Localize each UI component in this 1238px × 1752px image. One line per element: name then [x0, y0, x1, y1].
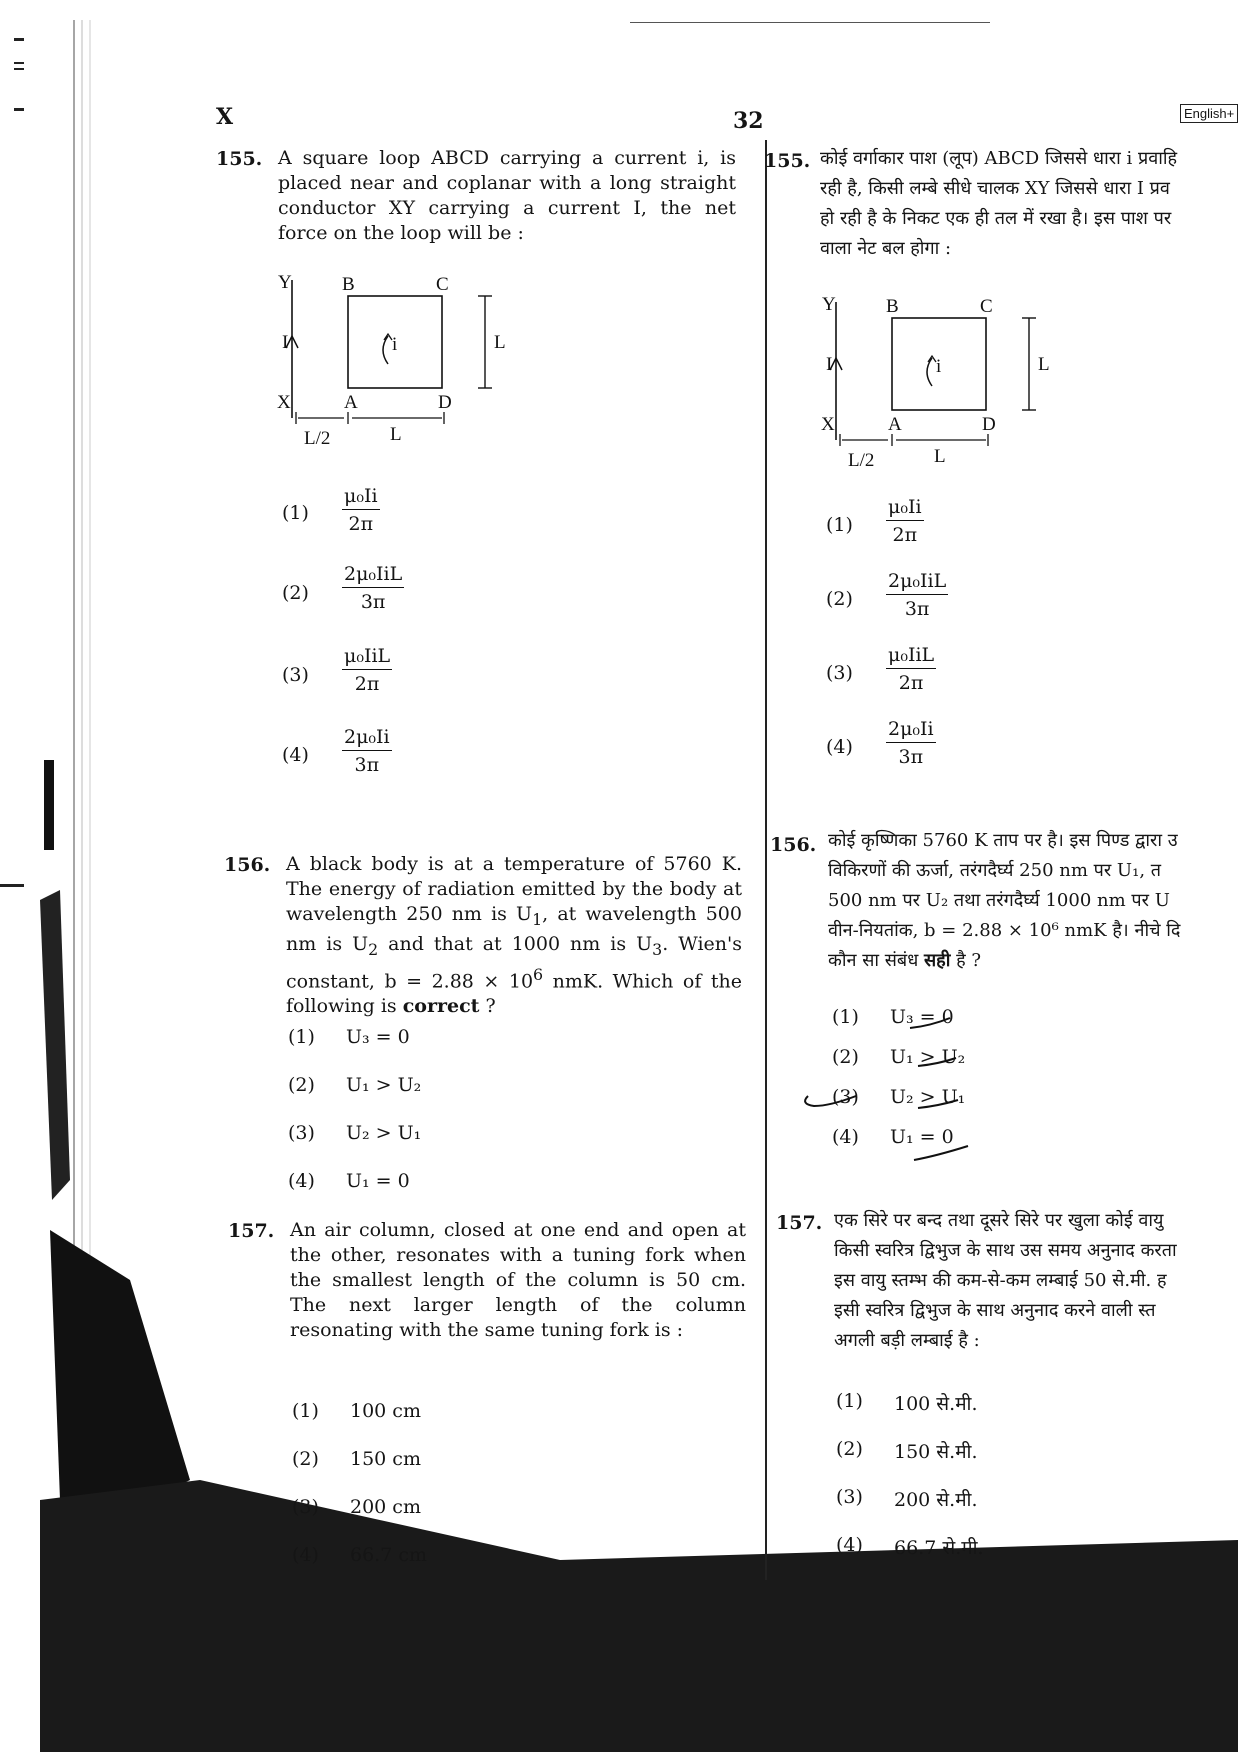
label-half-length: L/2: [848, 450, 875, 471]
question-number: 155.: [216, 148, 263, 170]
square-loop-diagram: [270, 268, 506, 458]
option-fraction: 2μ₀IiL 3π: [888, 570, 947, 620]
question-text: कोई वर्गाकार पाश (लूप) ABCD जिससे धारा i प्रवाहि रही है, किसी लम्बे सीधे चालक XY जिससे धारा I प्रव हो रही है के निकट एक ही तल में रखा है। इस पाश पर वाला नेट बल होगा :: [820, 148, 1178, 259]
option-text: U₁ > U₂: [890, 1046, 966, 1068]
option-label: (4): [832, 1126, 859, 1148]
option-label: (4): [826, 736, 853, 758]
option-text: U₁ = 0: [346, 1170, 410, 1192]
label-half-length: L/2: [304, 428, 331, 449]
column-divider: [765, 140, 767, 1580]
option-fraction: 2μ₀IiL 3π: [344, 563, 403, 613]
label-bottom-length: L: [934, 446, 946, 467]
label-b: B: [886, 296, 899, 317]
label-c: C: [980, 296, 993, 317]
option-text: 66.7 cm: [350, 1544, 428, 1566]
option-text: 200 से.मी.: [894, 1489, 978, 1511]
language-tag: English+: [1180, 104, 1238, 123]
option-text: 150 से.मी.: [894, 1441, 978, 1463]
option-fraction: $\frac{\text{μ₀Ii}}{2\pi}$: [344, 485, 378, 535]
option-text: U₃ = 0: [346, 1026, 410, 1048]
label-d: D: [982, 414, 996, 435]
option-label: (1): [826, 514, 853, 536]
option-text: U₁ > U₂: [346, 1074, 422, 1096]
option-label: (2): [288, 1074, 315, 1096]
option-label: (3): [826, 662, 853, 684]
label-a: A: [344, 392, 358, 413]
option-label: (4): [282, 744, 309, 766]
label-b: B: [342, 274, 355, 295]
option-label: (4): [292, 1544, 319, 1566]
option-text: U₂ > U₁: [346, 1122, 422, 1144]
option-text: 66.7 से.मी.: [894, 1537, 984, 1559]
pen-marks: [800, 1000, 1000, 1170]
page-number: 32: [733, 108, 764, 134]
question-number: 156.: [224, 854, 271, 876]
label-x: X: [821, 414, 835, 435]
question-text: एक सिरे पर बन्द तथा दूसरे सिरे पर खुला कोई वायु किसी स्वरित्र द्विभुज के साथ उस समय अनुनाद करता इस वायु स्तम्भ की कम-से-कम लम्बाई 50 से.मी. ह इसी स्वरित्र द्विभुज के साथ अनुनाद करने वाली स्त अगली बड़ी लम्बाई है :: [834, 1210, 1177, 1351]
label-bottom-length: L: [390, 424, 402, 445]
option-fraction: $\frac{\text{μ₀Ii}}{2\pi}$: [888, 496, 922, 546]
question-number: 157.: [228, 1220, 275, 1242]
question-text: A square loop ABCD carrying a current i, is placed near and coplanar with a long straight conductor XY carrying a current I, the net force on the loop will be :: [278, 147, 736, 244]
question-number: 157.: [776, 1212, 823, 1234]
label-current-big: I: [282, 332, 289, 353]
option-fraction: $\frac{\text{2μ₀Ii}}{3\pi}$: [888, 718, 934, 768]
label-x: X: [277, 392, 291, 413]
option-fraction: μ₀IiL 2π: [344, 645, 391, 695]
option-text: 100 cm: [350, 1400, 421, 1422]
option-label: (4): [836, 1534, 863, 1556]
option-label: (2): [292, 1448, 319, 1470]
option-label: (2): [836, 1438, 863, 1460]
question-number: 156.: [770, 834, 817, 856]
option-label: (1): [292, 1400, 319, 1422]
option-label: (1): [832, 1006, 859, 1028]
label-current-small: i: [392, 334, 398, 355]
option-text: 200 cm: [350, 1496, 421, 1518]
label-c: C: [436, 274, 449, 295]
option-label: (3): [836, 1486, 863, 1508]
square-loop-diagram: [814, 290, 1050, 480]
option-label: (1): [836, 1390, 863, 1412]
option-text: U₁ = 0: [890, 1126, 954, 1148]
option-label: (2): [826, 588, 853, 610]
option-label: (3): [832, 1086, 859, 1108]
option-fraction: μ₀IiL 2π: [888, 644, 935, 694]
option-text: 100 से.मी.: [894, 1393, 978, 1415]
question-text: An air column, closed at one end and open at the other, resonates with a tuning fork when the smallest length of the column is 50 cm. The next larger length of the column resonating with the same tuning fork is :: [290, 1219, 746, 1341]
label-a: A: [888, 414, 902, 435]
label-d: D: [438, 392, 452, 413]
label-side-length: L: [494, 332, 506, 353]
question-text: A black body is at a temperature of 5760 K. The energy of radiation emitted by the body at wavelength 250 nm is $U_1$, at wavelength 500 nm is $U_2$ and that at 1000 nm is $U_3$. Wien's constant, $b = 2.88 \times 10^6$ nmK. Which of the following is correct ?: [286, 853, 743, 1017]
label-current-small: i: [936, 356, 942, 377]
option-label: (3): [282, 664, 309, 686]
label-y: Y: [278, 272, 292, 293]
set-code: X: [216, 104, 234, 130]
option-text: 150 cm: [350, 1448, 421, 1470]
option-label: (4): [288, 1170, 315, 1192]
label-current-big: I: [826, 354, 833, 375]
option-fraction: $\frac{\text{2μ₀Ii}}{3\pi}$: [344, 726, 390, 776]
option-label: (3): [288, 1122, 315, 1144]
option-label: (3): [292, 1496, 319, 1518]
option-label: (2): [282, 582, 309, 604]
label-side-length: L: [1038, 354, 1050, 375]
label-y: Y: [822, 294, 836, 315]
top-rule: [630, 22, 990, 23]
option-label: (2): [832, 1046, 859, 1068]
option-text: U₂ > U₁: [890, 1086, 966, 1108]
question-text: कोई कृष्णिका 5760 K ताप पर है। इस पिण्ड द्वारा उ विकिरणों की ऊर्जा, तरंगदैर्घ्य 250 nm पर U₁, त 500 nm पर U₂ तथा तरंगदैर्घ्य 1000 nm पर U वीन-नियतांक, b = 2.88 × 10⁶ nmK है। नीचे दि कौन सा संबंध सही है ?: [828, 830, 1181, 971]
option-text: U₃ = 0: [890, 1006, 954, 1028]
option-label: (1): [282, 502, 309, 524]
option-label: (1): [288, 1026, 315, 1048]
question-number: 155.: [764, 150, 811, 172]
